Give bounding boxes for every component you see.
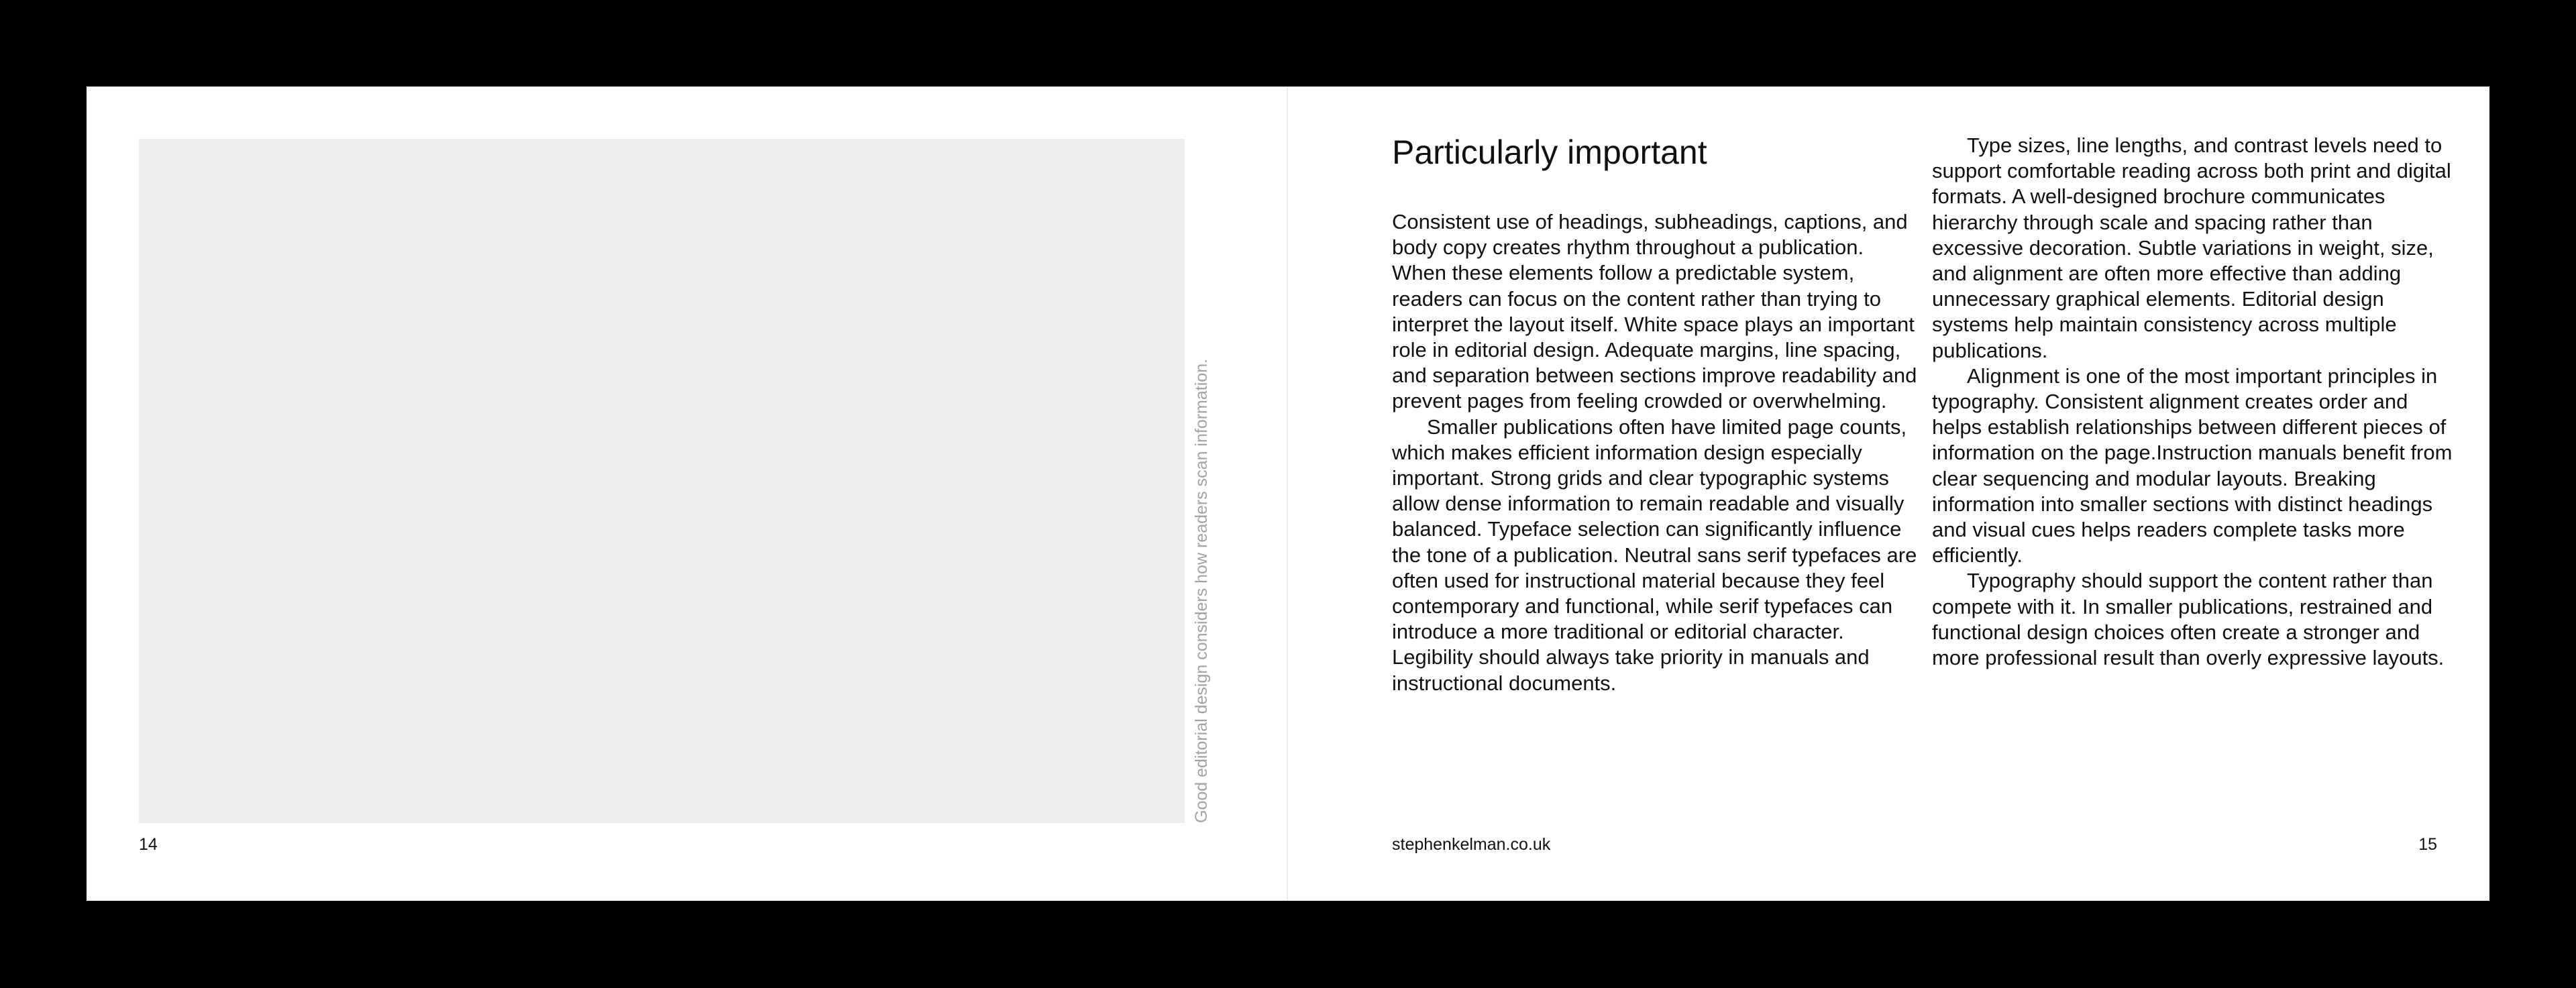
body-paragraph: Consistent use of headings, subheadings, captions, and body copy creates rhythm throughout a publication. When these elements follow a predictable system, readers can focus on the content rather than trying to interpret the layout itself. White space plays an important role in editorial design. Adequate margins, line spacing, and separation between sections improve readability and prevent pages from feeling crowded or overwhelming.	[1392, 210, 1917, 413]
page-heading: Particularly important	[1392, 133, 1707, 171]
image-caption: Good editorial design considers how readers scan information.	[1192, 358, 1211, 823]
page-number-right: 15	[2418, 835, 2437, 854]
body-paragraph: Typography should support the content rather than compete with it. In smaller publications, restrained and functional design choices often create a stronger and more professional result than overly expressive layouts.	[1932, 569, 2445, 670]
body-column-1	[1392, 209, 1922, 696]
left-page	[87, 87, 1288, 901]
page-number-left: 14	[139, 835, 158, 854]
brochure-spread	[87, 87, 2489, 901]
footer-url: stephenkelman.co.uk	[1392, 835, 1551, 854]
body-paragraph: Alignment is one of the most important principles in typography. Consistent alignment creates order and helps establish relationships between different pieces of information on the page.Instruction manuals benefit from clear sequencing and modular layouts. Breaking information into smaller sections with distinct headings and visual cues helps readers complete tasks more efficiently.	[1932, 364, 2453, 567]
body-column-2	[1932, 133, 2462, 671]
image-placeholder	[139, 139, 1185, 823]
body-paragraph: Type sizes, line lengths, and contrast levels need to support comfortable reading across both print and digital formats. A well-designed brochure communicates hierarchy through scale and spacing rather than excessive decoration. Subtle variations in weight, size, and alignment are often more effective than adding unnecessary graphical elements. Editorial design systems help maintain consistency across multiple publications.	[1932, 133, 2451, 362]
body-paragraph: Smaller publications often have limited page counts, which makes efficient information design especially important. Strong grids and clear typographic systems allow dense information to remain readable and visually balanced. Typeface selection can significantly influence the tone of a publication. Neutral sans serif typefaces are often used for instructional material because they feel contemporary and functional, while serif typefaces can introduce a more traditional or editorial character. Legibility should always take priority in manuals and instructional documents.	[1392, 415, 1917, 695]
right-page	[1288, 87, 2489, 901]
